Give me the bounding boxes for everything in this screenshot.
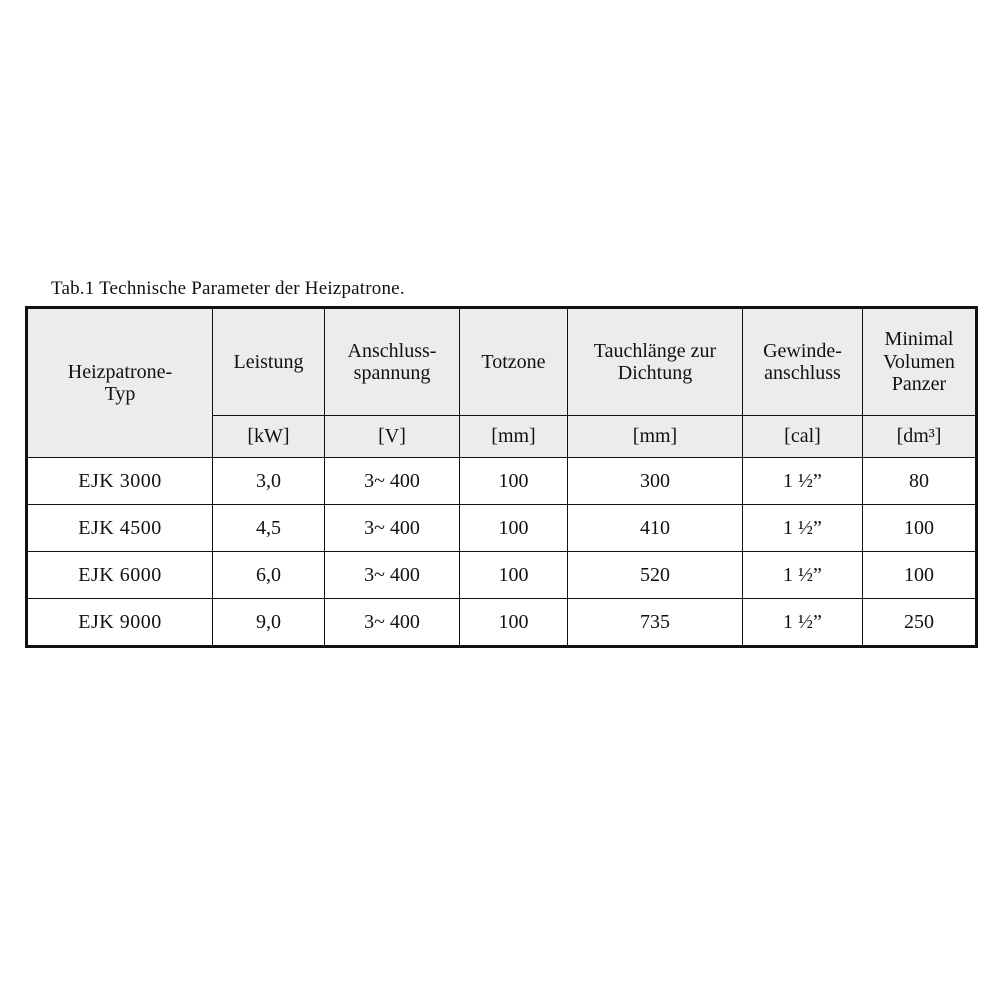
table-row	[27, 552, 977, 599]
cell-deadzone: 100	[460, 552, 568, 599]
cell-thread: 1 ½”	[743, 458, 863, 505]
header-volume-line3: Panzer	[891, 373, 947, 396]
header-cell-thread	[743, 308, 863, 416]
cell-voltage: 3~ 400	[325, 599, 460, 647]
cell-immersion: 735	[568, 599, 743, 647]
cell-type: EJK 3000	[27, 458, 213, 505]
cell-voltage: 3~ 400	[325, 505, 460, 552]
header-type-line2: Typ	[104, 383, 136, 405]
cell-volume: 80	[863, 458, 977, 505]
cell-thread: 1 ½”	[743, 552, 863, 599]
cell-type: EJK 9000	[27, 599, 213, 647]
table-caption: Tab.1 Technische Parameter der Heizpatrone.	[51, 278, 405, 299]
cell-power: 4,5	[213, 505, 325, 552]
table-block	[25, 278, 975, 648]
cell-type: EJK 4500	[27, 505, 213, 552]
header-voltage-line1: Anschluss-	[347, 339, 437, 362]
header-thread-line1: Gewinde-	[763, 339, 842, 362]
unit-cell-thread: [cal]	[743, 416, 863, 458]
header-volume-line1: Minimal	[884, 328, 954, 351]
cell-power: 9,0	[213, 599, 325, 647]
header-power-line1: Leistung	[233, 350, 304, 373]
table-body	[27, 458, 977, 647]
cell-volume: 100	[863, 505, 977, 552]
header-thread-line2: anschluss	[764, 362, 841, 384]
header-cell-immersion	[568, 308, 743, 416]
table-row	[27, 599, 977, 647]
cell-voltage: 3~ 400	[325, 552, 460, 599]
cell-immersion: 410	[568, 505, 743, 552]
cell-deadzone: 100	[460, 505, 568, 552]
header-deadzone-line1: Totzone	[481, 350, 546, 373]
cell-volume: 100	[863, 552, 977, 599]
header-cell-type	[27, 308, 213, 458]
header-cell-deadzone	[460, 308, 568, 416]
cell-power: 6,0	[213, 552, 325, 599]
cell-power: 3,0	[213, 458, 325, 505]
header-row-labels	[27, 308, 977, 416]
cell-deadzone: 100	[460, 599, 568, 647]
cell-volume: 250	[863, 599, 977, 647]
header-immersion-line2: Dichtung	[617, 362, 693, 384]
cell-thread: 1 ½”	[743, 505, 863, 552]
unit-cell-voltage: [V]	[325, 416, 460, 458]
table-header	[27, 308, 977, 458]
technical-parameters-table	[25, 306, 978, 648]
header-immersion-line1: Tauchlänge zur	[593, 339, 717, 362]
header-cell-voltage	[325, 308, 460, 416]
unit-cell-volume: [dm³]	[863, 416, 977, 458]
cell-thread: 1 ½”	[743, 599, 863, 647]
header-cell-power	[213, 308, 325, 416]
header-volume-line2: Volumen	[883, 350, 955, 373]
table-row	[27, 505, 977, 552]
unit-cell-deadzone: [mm]	[460, 416, 568, 458]
header-cell-volume	[863, 308, 977, 416]
header-voltage-line2: spannung	[353, 362, 431, 384]
unit-cell-power: [kW]	[213, 416, 325, 458]
cell-deadzone: 100	[460, 458, 568, 505]
cell-voltage: 3~ 400	[325, 458, 460, 505]
cell-type: EJK 6000	[27, 552, 213, 599]
unit-cell-immersion: [mm]	[568, 416, 743, 458]
cell-immersion: 520	[568, 552, 743, 599]
table-row	[27, 458, 977, 505]
cell-immersion: 300	[568, 458, 743, 505]
header-type-line1: Heizpatrone-	[67, 360, 173, 383]
